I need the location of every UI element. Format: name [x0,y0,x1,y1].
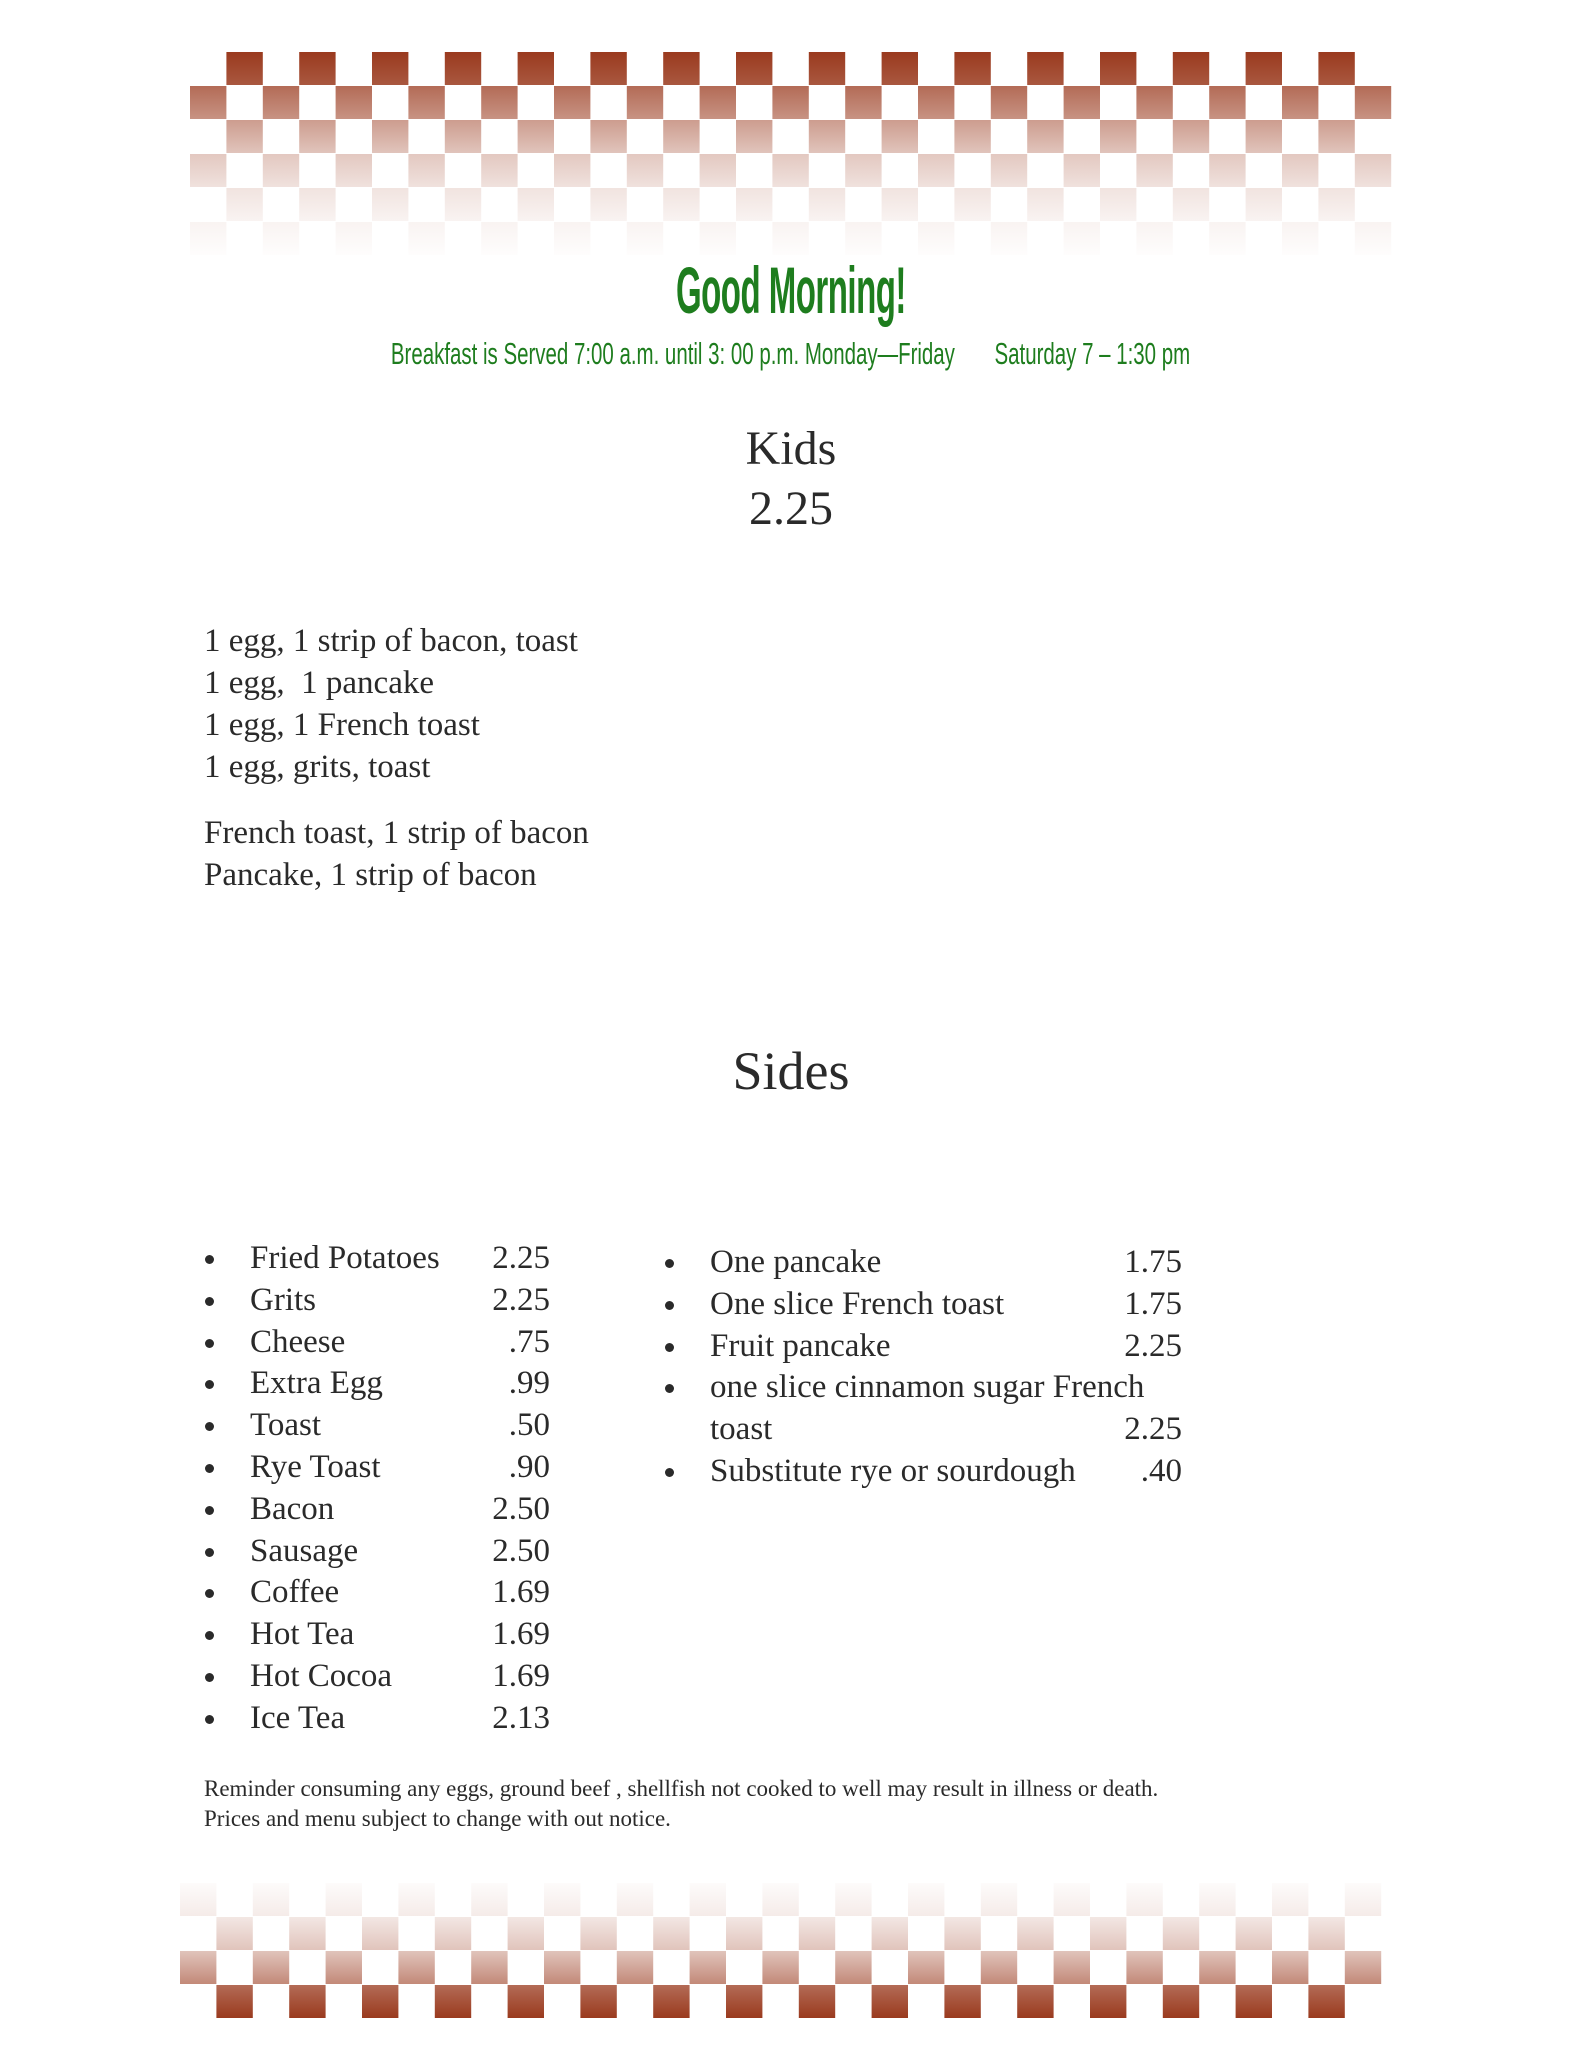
checker-square [518,120,554,153]
side-item-price: 2.25 [492,1240,550,1276]
checker-square [762,1951,798,1984]
checker-square [1100,52,1136,85]
kids-item: Pancake, 1 strip of bacon [204,857,537,893]
checker-square [944,1985,980,2018]
hours-saturday: Saturday 7 – 1:30 pm [995,336,1191,371]
checker-square [336,86,372,119]
checker-square [1027,188,1063,221]
side-item-name: One pancake [710,1244,882,1280]
checker-square [362,1917,398,1950]
checker-square [1064,86,1100,119]
checker-square [1064,154,1100,187]
kids-item: 1 egg, 1 French toast [204,707,480,743]
checker-square [190,222,226,255]
bullet-icon [665,1468,674,1477]
checker-square [1282,154,1318,187]
checker-square [663,52,699,85]
checker-square [1136,154,1172,187]
checker-square [554,86,590,119]
side-item-name: Hot Tea [250,1616,355,1653]
checker-square [954,120,990,153]
checker-square [1318,52,1354,85]
checker-square [1209,222,1245,255]
checker-square [772,154,808,187]
checker-square [590,120,626,153]
checker-square [372,52,408,85]
checker-square [1236,1985,1272,2018]
side-item-name: One slice French toast [710,1285,1005,1322]
checker-square [481,86,517,119]
checker-square [398,1883,434,1916]
side-item-name-cont: toast [710,1411,773,1448]
checker-square [263,222,299,255]
footer-line: Reminder consuming any eggs, ground beef , shellfish not cooked to well may result in illness or death. [204,1776,1159,1801]
checker-square [690,1883,726,1916]
checker-square [845,154,881,187]
checker-square [627,86,663,119]
checker-square [1173,52,1209,85]
checker-square [1282,86,1318,119]
bullet-icon [205,1589,214,1598]
checker-square [835,1883,871,1916]
checker-square [1126,1951,1162,1984]
checker-square [1064,222,1100,255]
checker-square [872,1917,908,1950]
checker-square [1054,1883,1090,1916]
checker-square [954,52,990,85]
bullet-icon [205,1673,214,1682]
checker-square [336,222,372,255]
side-item-name: Grits [250,1281,316,1318]
side-item-price: .90 [508,1449,550,1485]
checker-square [944,1917,980,1950]
checker-square [918,154,954,187]
checker-square [991,154,1027,187]
checker-square [700,154,736,187]
checker-square [617,1951,653,1984]
checker-square [408,86,444,119]
checker-square [1173,188,1209,221]
checker-square [471,1883,507,1916]
checker-square [882,188,918,221]
checker-square [544,1951,580,1984]
checker-square [726,1917,762,1950]
checker-square [263,86,299,119]
checker-square [1272,1951,1308,1984]
bullet-icon [205,1255,214,1264]
checker-square [398,1951,434,1984]
checker-square [554,154,590,187]
checker-square [435,1917,471,1950]
checker-square [299,52,335,85]
checker-square [299,120,335,153]
checker-square [580,1917,616,1950]
checker-square [799,1985,835,2018]
checker-square [190,154,226,187]
checker-square [1017,1917,1053,1950]
checker-square [617,1883,653,1916]
checker-square [809,120,845,153]
bullet-icon [205,1548,214,1557]
checker-square [1027,120,1063,153]
bullet-icon [665,1301,674,1310]
checker-square [1246,52,1282,85]
checker-square [508,1917,544,1950]
checker-square [1100,188,1136,221]
checker-square [1126,1883,1162,1916]
side-item-price: .75 [508,1323,550,1360]
kids-menu-list [204,620,589,896]
side-item-price: 2.50 [492,1532,550,1569]
checker-square [590,188,626,221]
checker-square [408,222,444,255]
checker-square [653,1985,689,2018]
hours-weekday: Breakfast is Served 7:00 a.m. until 3: 00 p.m. Monday—Friday [391,336,956,371]
checker-square [1318,188,1354,221]
checker-square [326,1883,362,1916]
checker-square [180,1951,216,1984]
side-item-name: Coffee [250,1574,340,1611]
checker-square [445,120,481,153]
checker-square [918,86,954,119]
checker-square [772,222,808,255]
bullet-icon [665,1384,674,1393]
checker-square [289,1985,325,2018]
side-item-name: one slice cinnamon sugar French [710,1369,1145,1406]
checker-square [544,1883,580,1916]
checker-square [981,1951,1017,1984]
checker-square [799,1917,835,1950]
checker-square [471,1951,507,1984]
bullet-icon [665,1343,674,1352]
side-item-name: Extra Egg [250,1365,383,1402]
checker-square [1136,86,1172,119]
checker-square [1318,120,1354,153]
checker-square [736,52,772,85]
checker-square [481,154,517,187]
side-item-name: Cheese [250,1323,346,1360]
checker-square [1272,1883,1308,1916]
checker-square [1308,1917,1344,1950]
side-item-price: 2.50 [492,1490,550,1527]
checker-square [1163,1985,1199,2018]
side-item-name: Fruit pancake [710,1327,891,1364]
checker-square [1209,154,1245,187]
title-text: Good Morning! [676,253,906,327]
checker-square [216,1917,252,1950]
page-title [0,252,1582,328]
side-item-price: 2.13 [492,1699,550,1736]
side-item-name: Bacon [250,1490,335,1527]
kids-item: 1 egg, 1 strip of bacon, toast [204,623,578,659]
checker-square [908,1951,944,1984]
checker-square [700,222,736,255]
checker-square [289,1917,325,1950]
checker-square [663,188,699,221]
side-item-price: 1.75 [1124,1285,1182,1322]
side-item-price: .99 [508,1365,550,1402]
checker-square [508,1985,544,2018]
checker-square [372,120,408,153]
checker-square [1355,222,1391,255]
footer-line: Prices and menu subject to change with out notice. [204,1806,671,1831]
bullet-icon [205,1339,214,1348]
checker-square [216,1985,252,2018]
checker-square [299,188,335,221]
checker-square [627,222,663,255]
checker-square [845,222,881,255]
checker-square [226,188,262,221]
checker-square [981,1883,1017,1916]
checker-square [1100,120,1136,153]
bullet-icon [205,1464,214,1473]
checker-square [1090,1985,1126,2018]
bullet-icon [205,1631,214,1640]
checker-square [1355,86,1391,119]
kids-item: 1 egg, 1 pancake [204,665,434,701]
checker-square [362,1985,398,2018]
checker-square [1246,188,1282,221]
checker-square [580,1985,616,2018]
checker-square [1027,52,1063,85]
checker-square [809,52,845,85]
checker-square [1209,86,1245,119]
kids-item: French toast, 1 strip of bacon [204,815,589,851]
side-item-price: 2.25 [1124,1411,1182,1448]
bullet-icon [205,1380,214,1389]
side-item-name: Rye Toast [250,1449,381,1485]
side-item-name: Substitute rye or sourdough [710,1453,1076,1490]
checker-square [1308,1985,1344,2018]
checker-square [518,188,554,221]
checker-square [336,154,372,187]
side-item-price: 1.75 [1124,1244,1182,1280]
side-item-name: Fried Potatoes [250,1240,440,1276]
side-item-price: .40 [1140,1453,1182,1490]
checker-square [690,1951,726,1984]
bullet-icon [205,1715,214,1724]
checker-square [663,120,699,153]
side-item-name: Ice Tea [250,1699,346,1736]
bullet-icon [205,1422,214,1431]
checker-square [445,188,481,221]
side-item-price: 1.69 [492,1616,550,1653]
bullet-icon [665,1259,674,1268]
checker-square [263,154,299,187]
checker-square [954,188,990,221]
checker-square [554,222,590,255]
bullet-icon [205,1297,214,1306]
checker-square [1282,222,1318,255]
checker-square [1090,1917,1126,1950]
checker-square [190,86,226,119]
checker-square [1236,1917,1272,1950]
checker-square [908,1883,944,1916]
side-item-price: .50 [508,1407,550,1444]
checker-square [1163,1917,1199,1950]
checker-square [1017,1985,1053,2018]
hours-line [0,336,1582,372]
side-item-name: Sausage [250,1532,359,1569]
checker-square [736,120,772,153]
kids-heading: Kids [745,422,837,475]
checker-square [736,188,772,221]
checker-square [253,1883,289,1916]
sides-heading: Sides [732,1041,850,1101]
checker-square [1246,120,1282,153]
checker-square [445,52,481,85]
side-item-price: 2.25 [1124,1327,1182,1364]
checker-square [882,120,918,153]
kids-item: 1 egg, grits, toast [204,749,431,785]
checker-square [918,222,954,255]
checker-square [408,154,444,187]
side-item-name: Toast [250,1407,322,1444]
checker-square [226,120,262,153]
checker-square [518,52,554,85]
checker-square [726,1985,762,2018]
checker-square [372,188,408,221]
checker-square [835,1951,871,1984]
checker-square [1173,120,1209,153]
checker-square [326,1951,362,1984]
checker-square [872,1985,908,2018]
checker-square [700,86,736,119]
side-item-name: Hot Cocoa [250,1658,393,1694]
checker-square [253,1951,289,1984]
checker-square [809,188,845,221]
checker-square [590,52,626,85]
checker-square [882,52,918,85]
checker-square [991,222,1027,255]
side-item-price: 1.69 [492,1658,550,1694]
kids-price: 2.25 [749,482,833,535]
checker-square [180,1883,216,1916]
checker-square [1345,1883,1381,1916]
bullet-icon [205,1506,214,1515]
checker-square [653,1917,689,1950]
checker-square [1345,1951,1381,1984]
checker-square [481,222,517,255]
checker-square [1136,222,1172,255]
checker-square [1054,1951,1090,1984]
checker-square [226,52,262,85]
checker-square [1199,1883,1235,1916]
checker-square [627,154,663,187]
checker-square [772,86,808,119]
checker-square [991,86,1027,119]
footer-notice [204,1774,1158,1834]
checker-square [1355,154,1391,187]
side-item-price: 2.25 [492,1281,550,1318]
checker-square [845,86,881,119]
checker-square [762,1883,798,1916]
checker-square [1199,1951,1235,1984]
side-item-price: 1.69 [492,1574,550,1611]
checker-square [435,1985,471,2018]
